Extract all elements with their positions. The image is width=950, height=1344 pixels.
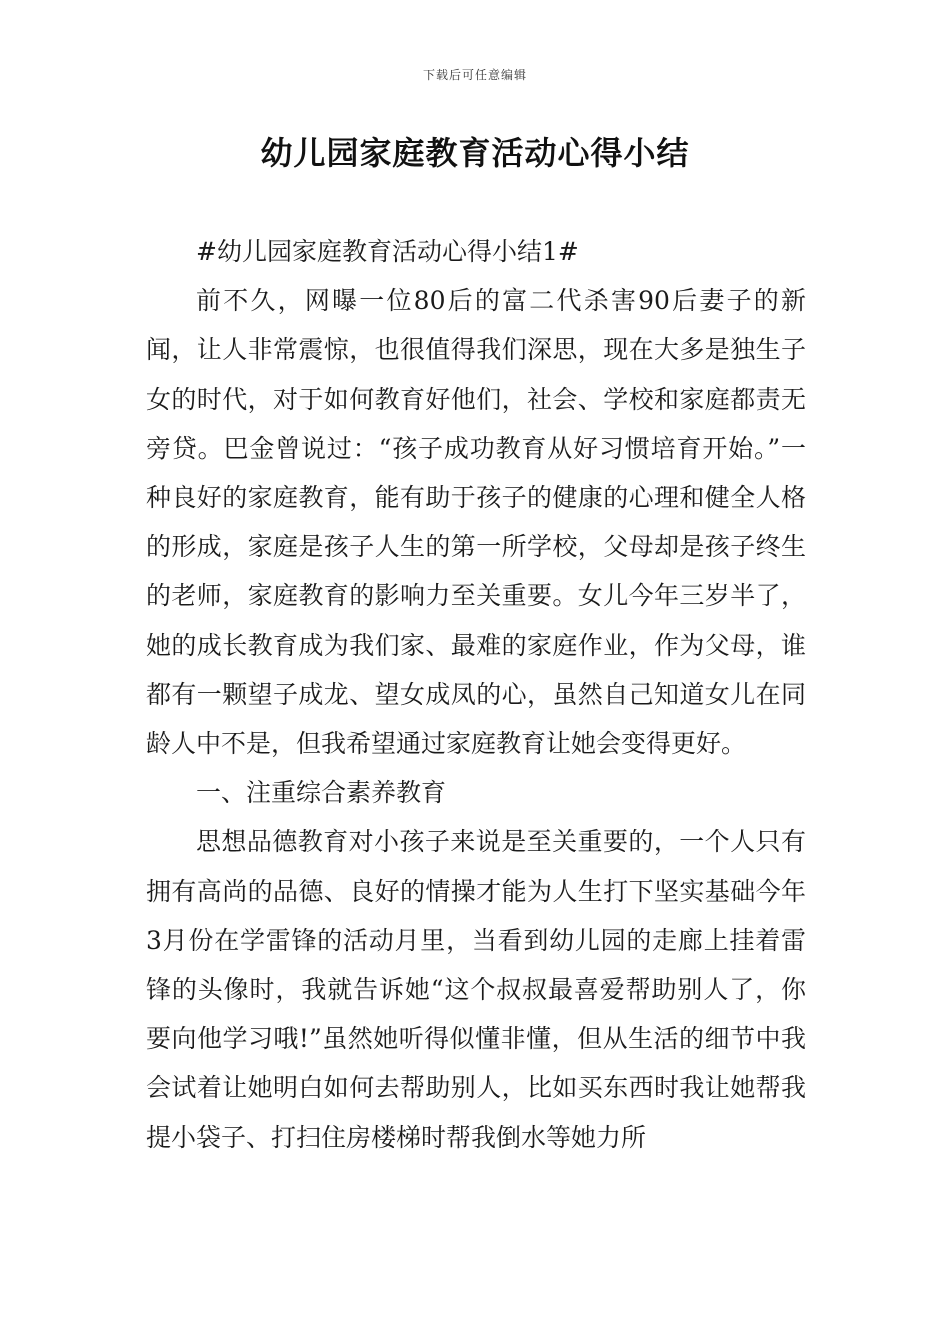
header-note: 下载后可任意编辑 [422,68,527,82]
section-heading-1: #幼儿园家庭教育活动心得小结1# [196,237,579,266]
section-heading-quality-education: 一、注重综合素养教育 [196,778,447,808]
document-title: 幼儿园家庭教育活动心得小结 [260,134,690,172]
paragraph-moral-education: 思想品德教育对小孩子来说是至关重要的，一个人只有拥有高尚的品德、良好的情操才能为人生打下坚实基础今年3月份在学雷锋的活动月里，当看到幼儿园的走廊上挂着雷锋的头像时，我就告诉她“这个叔叔最喜爱帮助别人了，你要向他学习哦!”虽然她听得似懂非懂，但从生活的细节中我会试着让她明白如何去帮助别人，比如买东西时我让她帮我提小袋子、打扫住房楼梯时帮我倒水等她力所 [146,827,806,1152]
document-body [146,227,806,1162]
paragraph-intro: 前不久，网曝一位80后的富二代杀害90后妻子的新闻，让人非常震惊，也很值得我们深思，现在大多是独生子女的时代，对于如何教育好他们，社会、学校和家庭都责无旁贷。巴金曾说过：“孩子成功教育从好习惯培育开始。”一种良好的家庭教育，能有助于孩子的健康的心理和健全人格的形成，家庭是孩子人生的第一所学校，父母却是孩子终生的老师，家庭教育的影响力至关重要。女儿今年三岁半了，她的成长教育成为我们家、最难的家庭作业，作为父母，谁都有一颗望子成龙、望女成凤的心，虽然自己知道女儿在同龄人中不是，但我希望通过家庭教育让她会变得更好。 [146,286,806,759]
